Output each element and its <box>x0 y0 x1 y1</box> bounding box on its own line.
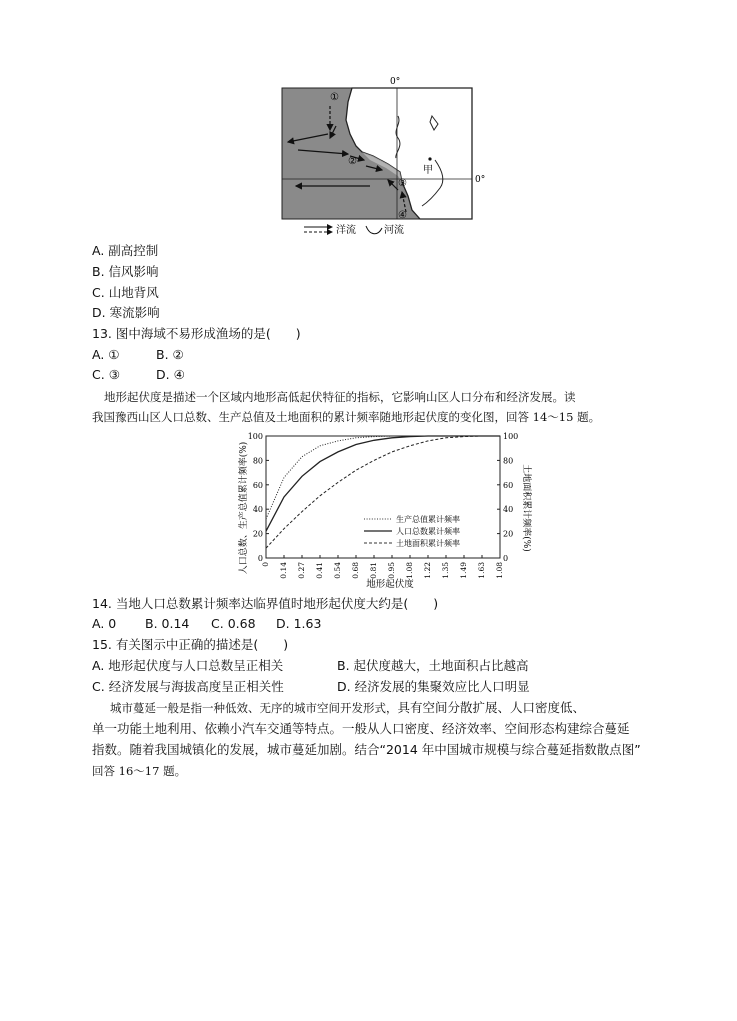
option-14-b: B. 0.14 <box>145 616 190 631</box>
equator-label: 0° <box>475 175 486 185</box>
passage-1-line-1: 地形起伏度是描述一个区域内地形高低起伏特征的指标，它影响山区人口分布和经济发展。读 <box>104 390 576 404</box>
passage-2-line-1: 城市蔓延一般是指一种低效、无序的城市空间开发形式，具有空间分散扩展、人口密度低、 <box>110 700 586 715</box>
x-tick-label: 0.41 <box>315 562 324 579</box>
x-tick-label: 0 <box>261 562 270 567</box>
option-14-c: C. 0.68 <box>211 616 256 631</box>
x-tick-label: 0.95 <box>387 562 396 579</box>
option-13-c: C. ③ <box>92 367 120 382</box>
y-tick-label-left: 40 <box>252 505 263 515</box>
cumulative-frequency-chart <box>232 428 532 590</box>
y-tick-label-right: 20 <box>503 529 514 539</box>
option-12-b: B. 信风影响 <box>92 264 159 279</box>
option-12-c: C. 山地背风 <box>92 285 159 300</box>
series-line-1 <box>266 436 500 531</box>
legend-population: 人口总数累计频率 <box>396 527 460 536</box>
option-12-a: A. 副高控制 <box>92 243 159 258</box>
meridian-label: 0° <box>390 77 401 87</box>
option-15-d: D. 经济发展的集聚效应比人口明显 <box>337 679 530 694</box>
legend-land: 土地面积累计频率 <box>396 539 460 548</box>
option-13-d: D. ④ <box>156 367 185 382</box>
x-tick-label: 1.49 <box>459 562 468 579</box>
legend-river-label: 河流 <box>384 225 404 236</box>
y-tick-label-left: 60 <box>252 480 263 490</box>
question-13-stem: 13. 图中海域不易形成渔场的是( ) <box>92 326 301 341</box>
y-tick-label-right: 60 <box>503 480 514 490</box>
y-tick-label-right: 100 <box>503 432 519 441</box>
place-label-jia: 甲 <box>423 165 433 176</box>
plot-frame <box>266 436 500 558</box>
y-axis-right-label: 土地面积累计频率(%) <box>521 464 531 552</box>
x-tick-label: 0.27 <box>297 562 306 579</box>
marker-3: ③ <box>398 178 407 189</box>
legend-current-label: 洋流 <box>336 225 356 236</box>
option-15-b: B. 起伏度越大，土地面积占比越高 <box>337 658 529 673</box>
y-axis-left-label: 人口总数、生产总值累计频率(%) <box>239 441 249 575</box>
y-tick-label-left: 80 <box>252 456 263 466</box>
marker-2: ② <box>348 156 357 167</box>
x-tick-label: 0.14 <box>279 562 288 579</box>
option-14-d: D. 1.63 <box>276 616 322 631</box>
option-15-c: C. 经济发展与海拔高度呈正相关性 <box>92 679 284 694</box>
ocean-current-map <box>270 72 490 240</box>
passage-1-line-2: 我国豫西山区人口总数、生产总值及土地面积的累计频率随地形起伏度的变化图，回答 14～15 题。 <box>92 410 601 424</box>
x-tick-label: 1.08 <box>405 562 414 579</box>
x-tick-label: 1.63 <box>477 562 486 579</box>
option-13-b: B. ② <box>156 347 184 362</box>
y-tick-label-left: 100 <box>247 432 263 441</box>
x-tick-label: 1.35 <box>441 562 450 579</box>
y-tick-label-right: 0 <box>503 554 509 563</box>
option-14-a: A. 0 <box>92 616 117 631</box>
x-tick-label: 0.54 <box>333 562 342 579</box>
x-axis-label: 地形起伏度 <box>366 579 414 590</box>
option-12-d: D. 寒流影响 <box>92 305 160 320</box>
passage-2-line-3: 指数。随着我国城镇化的发展，城市蔓延加剧。结合“2014 年中国城市规模与综合蔓延指数散点图” <box>92 742 641 757</box>
legend-gdp: 生产总值累计频率 <box>396 515 460 524</box>
option-13-a: A. ① <box>92 347 120 362</box>
question-14-stem: 14. 当地人口总数累计频率达临界值时地形起伏度大约是( ) <box>92 596 439 611</box>
x-tick-label: 1.08 <box>495 562 504 579</box>
marker-4: ④ <box>398 210 407 221</box>
marker-1: ① <box>330 92 339 103</box>
chart-legend <box>364 514 460 548</box>
x-tick-label: 0.81 <box>369 562 378 579</box>
y-tick-label-left: 0 <box>257 554 263 563</box>
passage-2-line-2: 单一功能土地利用、依赖小汽车交通等特点。一般从人口密度、经济效率、空间形态构建综合蔓延 <box>92 721 630 736</box>
x-tick-label: 0.68 <box>351 562 360 579</box>
option-15-a: A. 地形起伏度与人口总数呈正相关 <box>92 658 284 673</box>
place-dot <box>428 157 431 160</box>
y-tick-label-right: 40 <box>503 505 514 515</box>
y-tick-label-right: 80 <box>503 456 514 466</box>
question-15-stem: 15. 有关图示中正确的描述是( ) <box>92 637 289 652</box>
y-tick-label-left: 20 <box>252 529 263 539</box>
passage-2-line-4: 回答 16～17 题。 <box>92 764 187 778</box>
x-tick-label: 1.22 <box>423 562 432 579</box>
legend-river-icon <box>366 226 382 234</box>
